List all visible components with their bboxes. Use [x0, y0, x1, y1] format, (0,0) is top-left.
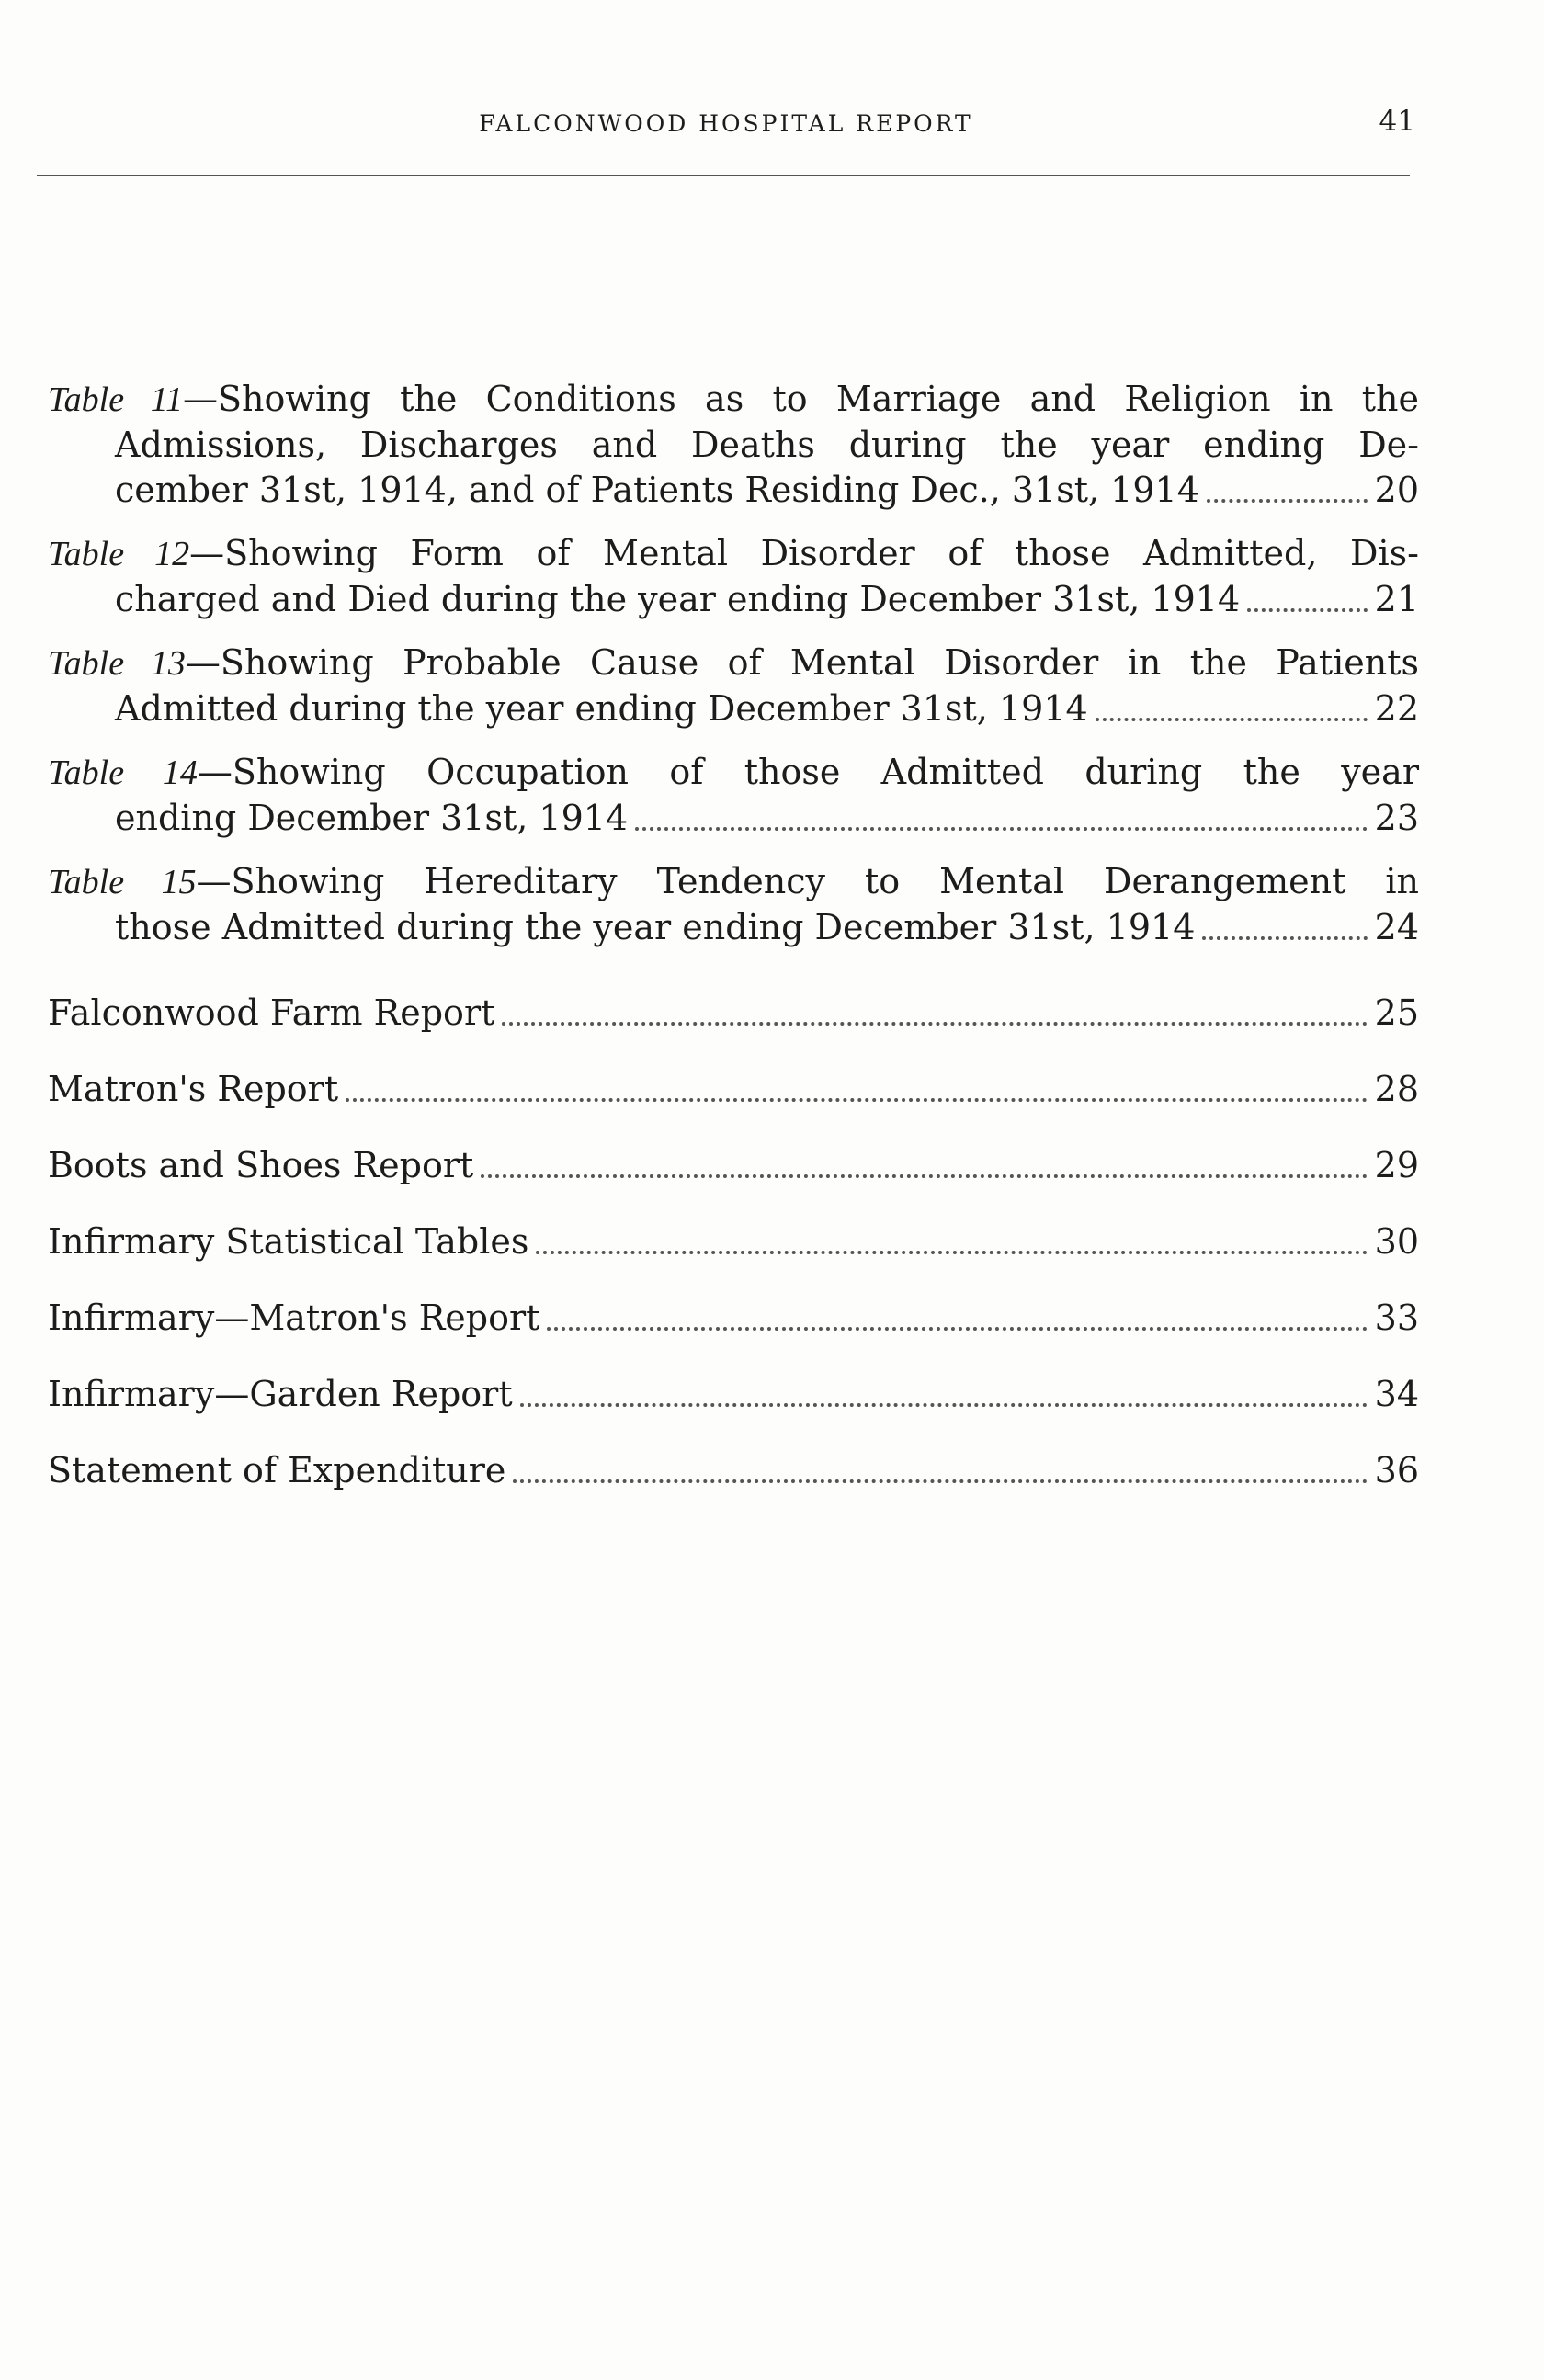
- entry-title: Infirmary—Matron's Report: [48, 1298, 540, 1338]
- page-ref: 22: [1374, 688, 1419, 729]
- entry-title: Statement of Expenditure: [48, 1450, 506, 1490]
- page-ref: 24: [1374, 907, 1419, 947]
- page-ref: 25: [1374, 992, 1419, 1033]
- page-ref: 34: [1374, 1374, 1419, 1414]
- toc-entry-matrons-report: [48, 1067, 1419, 1112]
- table-label: Table 14: [48, 754, 198, 792]
- toc-entry-table-12: [48, 531, 1419, 622]
- toc-entry-table-15: [48, 859, 1419, 950]
- entry-text: charged and Died during the year ending December 31st, 1914: [115, 579, 1241, 619]
- entry-text: ending December 31st, 1914: [115, 798, 629, 838]
- table-label: Table 11: [48, 380, 183, 419]
- dot-leader: [513, 1479, 1367, 1483]
- dot-leader: [536, 1251, 1367, 1254]
- dot-leader: [1247, 608, 1368, 612]
- toc-entry-infirmary-garden: [48, 1372, 1419, 1417]
- table-label: Table 13: [48, 644, 186, 683]
- toc-entry-expenditure: [48, 1448, 1419, 1493]
- dot-leader: [635, 827, 1368, 831]
- dot-leader: [1207, 499, 1368, 503]
- entry-text: those Admitted during the year ending December 31st, 1914: [115, 907, 1196, 947]
- table-label: Table 12: [48, 535, 190, 573]
- page-ref: 23: [1374, 798, 1419, 838]
- entry-text: Admissions, Discharges and Deaths during the year ending De-: [115, 425, 1419, 465]
- entry-text: —Showing Hereditary Tendency to Mental Derangement in: [196, 861, 1419, 901]
- entry-title: Falconwood Farm Report: [48, 992, 495, 1033]
- entry-title: Boots and Shoes Report: [48, 1145, 474, 1185]
- page-ref: 21: [1374, 579, 1419, 619]
- page-number: 41: [1379, 105, 1415, 138]
- dot-leader: [481, 1174, 1367, 1178]
- dot-leader: [1202, 936, 1367, 940]
- toc-entry-table-14: [48, 750, 1419, 841]
- page-ref: 30: [1374, 1221, 1419, 1262]
- dot-leader: [520, 1403, 1368, 1407]
- dot-leader: [346, 1098, 1368, 1102]
- page-ref: 36: [1374, 1450, 1419, 1490]
- toc-entry-infirmary-matron: [48, 1296, 1419, 1341]
- table-of-contents: [48, 377, 1419, 1493]
- entry-text: —Showing the Conditions as to Marriage and Religion in the: [182, 379, 1420, 419]
- page-ref: 28: [1374, 1069, 1419, 1109]
- dot-leader: [502, 1022, 1367, 1026]
- dot-leader: [1096, 718, 1368, 721]
- toc-entry-infirmary-tables: [48, 1219, 1419, 1264]
- toc-entry-table-11: [48, 377, 1419, 513]
- entry-title: Matron's Report: [48, 1069, 339, 1109]
- page-ref: 20: [1374, 470, 1419, 510]
- entry-text: Admitted during the year ending December 31st, 1914: [115, 688, 1088, 729]
- toc-entry-farm-report: [48, 991, 1419, 1036]
- entry-text: —Showing Probable Cause of Mental Disorder in the Patients: [185, 642, 1419, 683]
- header-rule: [37, 175, 1410, 176]
- page-ref: 29: [1374, 1145, 1419, 1185]
- header-title: FALCONWOOD HOSPITAL REPORT: [479, 110, 973, 137]
- toc-entry-table-13: [48, 640, 1419, 731]
- entry-text: —Showing Occupation of those Admitted during the year: [197, 752, 1419, 792]
- entry-title: Infirmary—Garden Report: [48, 1374, 513, 1414]
- table-label: Table 15: [48, 863, 197, 901]
- dot-leader: [547, 1327, 1367, 1331]
- entry-text: cember 31st, 1914, and of Patients Residing Dec., 31st, 1914: [115, 470, 1199, 510]
- entry-text: —Showing Form of Mental Disorder of those Admitted, Dis-: [189, 533, 1420, 573]
- entry-title: Infirmary Statistical Tables: [48, 1221, 529, 1262]
- running-header: [37, 105, 1415, 147]
- page-ref: 33: [1374, 1298, 1419, 1338]
- toc-entry-boots-shoes-report: [48, 1143, 1419, 1188]
